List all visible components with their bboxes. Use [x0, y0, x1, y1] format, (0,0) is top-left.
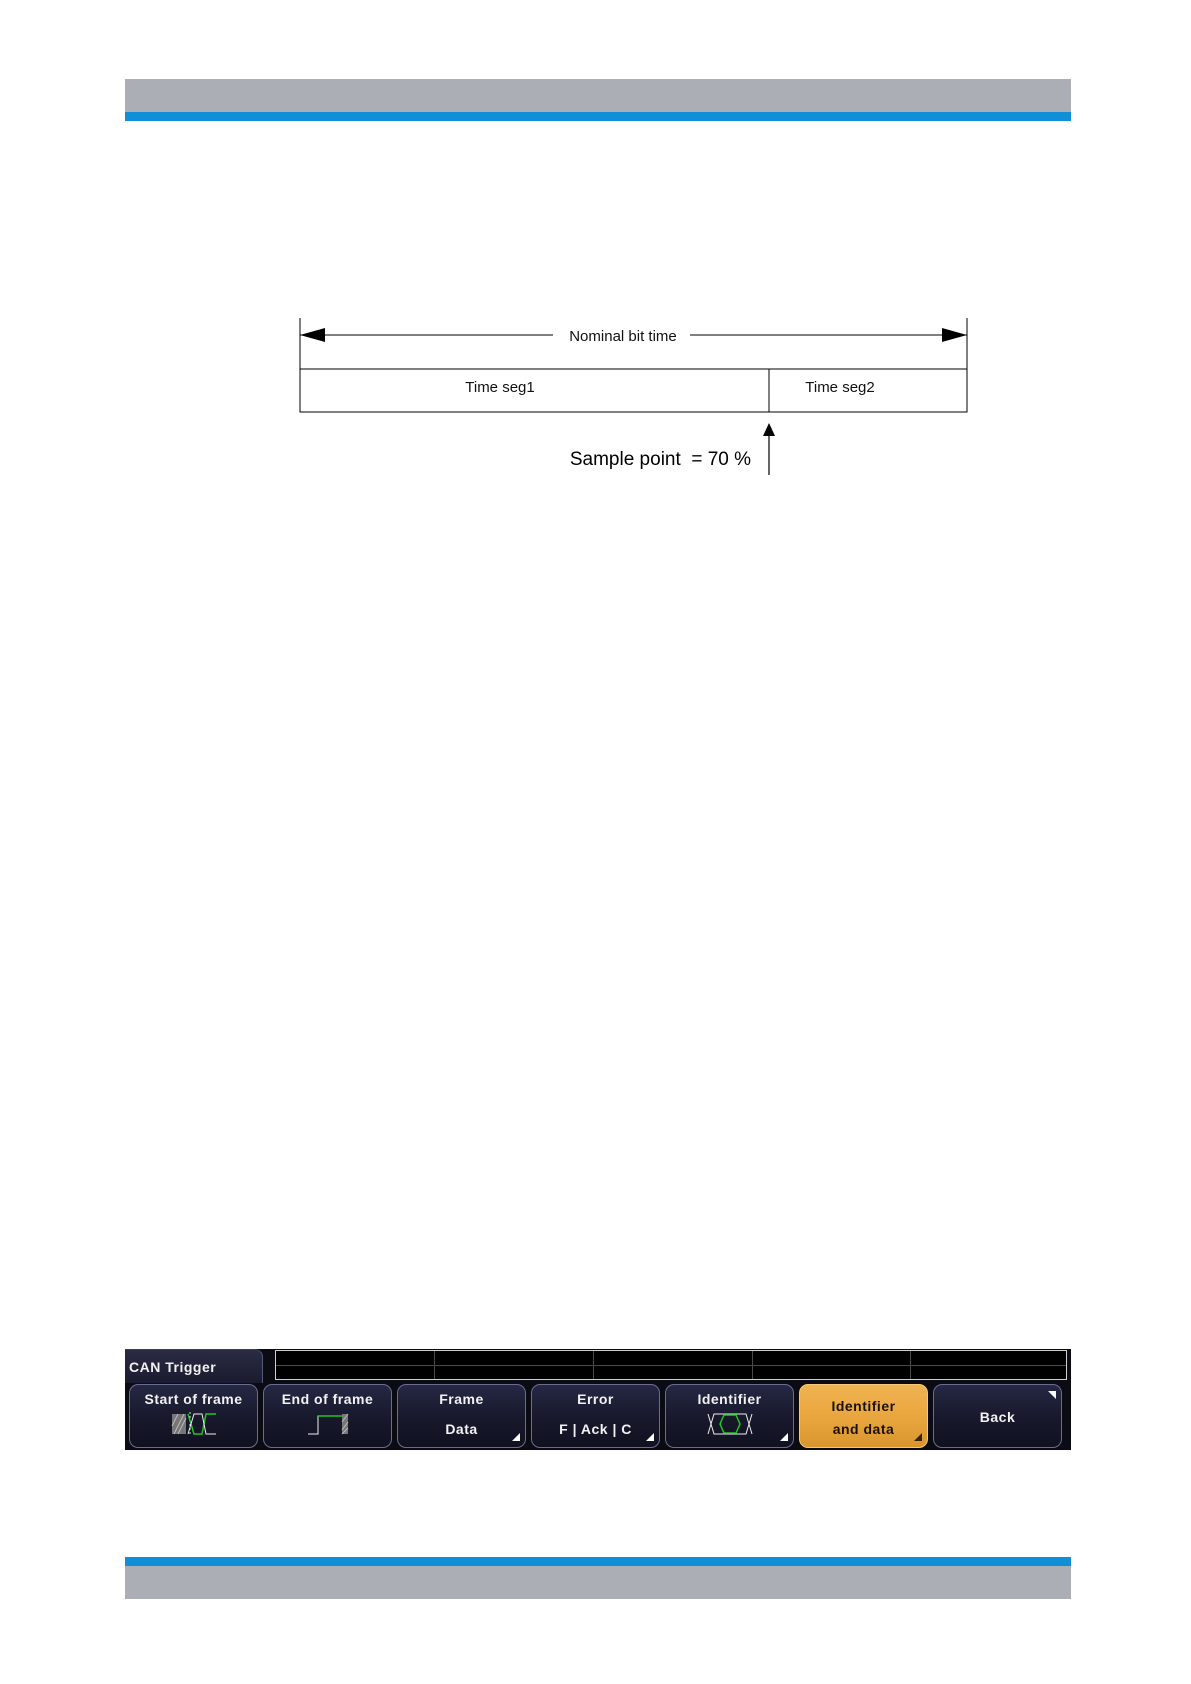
waveform-grid-strip [275, 1350, 1067, 1380]
sample-point-arrowhead-icon [763, 423, 775, 436]
start-of-frame-wave-icon [170, 1412, 218, 1436]
bit-timing-diagram [0, 0, 1191, 520]
softkey-row [129, 1384, 1069, 1448]
back-softkey[interactable] [933, 1384, 1062, 1448]
grid-line [276, 1365, 1066, 1366]
softkey-label: Identifier [697, 1391, 762, 1407]
footer-accent-line [125, 1557, 1071, 1566]
submenu-corner-icon [646, 1433, 654, 1441]
softkey-label: Error [577, 1391, 614, 1407]
submenu-corner-icon [914, 1433, 922, 1441]
softkey-label: Start of frame [144, 1391, 243, 1407]
sample-point-label: Sample point = 70 % [569, 449, 751, 470]
time-seg1-label: Time seg1 [465, 379, 535, 396]
nominal-bit-time-label: Nominal bit time [569, 328, 677, 345]
right-arrowhead-icon [942, 328, 967, 342]
menu-title: CAN Trigger [125, 1349, 263, 1383]
end-of-frame-softkey[interactable] [263, 1384, 392, 1448]
submenu-corner-icon [780, 1433, 788, 1441]
identifier-wave-icon [706, 1412, 754, 1436]
start-of-frame-softkey[interactable] [129, 1384, 258, 1448]
submenu-corner-icon [512, 1433, 520, 1441]
softkey-label: End of frame [281, 1391, 374, 1407]
time-seg2-label: Time seg2 [805, 379, 875, 396]
softkey-label: Identifier [831, 1398, 896, 1414]
header-bar [125, 79, 1071, 112]
softkey-value: Data [445, 1421, 478, 1437]
error-type-softkey[interactable] [531, 1384, 660, 1448]
header-accent-line [125, 112, 1071, 121]
footer-bar [125, 1566, 1071, 1599]
identifier-softkey[interactable] [665, 1384, 794, 1448]
segment-box [300, 369, 967, 412]
softkey-label: Back [979, 1409, 1016, 1425]
softkey-value: F | Ack | C [559, 1421, 632, 1437]
frame-type-softkey[interactable] [397, 1384, 526, 1448]
softkey-label: Frame [439, 1391, 484, 1407]
left-arrowhead-icon [300, 328, 325, 342]
end-of-frame-wave-icon [304, 1412, 352, 1436]
identifier-and-data-softkey[interactable] [799, 1384, 928, 1448]
softkey-menu-bar [125, 1349, 1071, 1450]
softkey-label-line2: and data [832, 1421, 895, 1437]
back-corner-icon [1048, 1391, 1056, 1399]
